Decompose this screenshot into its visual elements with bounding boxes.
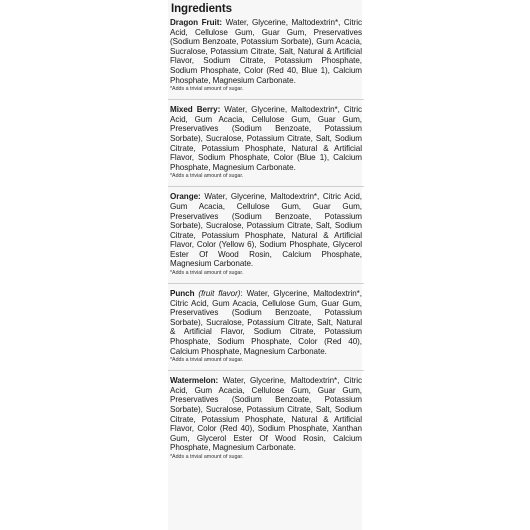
ingredients-heading: Ingredients [171,3,232,15]
section-divider [168,283,364,284]
flavor-entry-watermelon [170,376,362,461]
flavor-entry-punch [170,289,362,364]
ingredient-list: Water, Glycerine, Maltodextrin*, Citric Acid, Gum Acacia, Cellulose Gum, Guar Gum, Preservatives (Sodium Benzoate, Potassium Sorbate), Sucralose, Potassium Citrate, Salt, Sodium Citrate, Potassium Phosphate, Natural & Artificial Flavor, Color (Red 40), Sodium Phosphate, Xanthan Gum, Glycerol Ester Of Wood Rosin, Calcium Phosphate, Magnesium Carbonate. [170,376,362,453]
ingredient-list: : Water, Glycerine, Maltodextrin*, Citric Acid, Gum Acacia, Cellulose Gum, Guar Gum, Preservatives (Sodium Benzoate, Potassium Sorbate), Sucralose, Potassium Citrate, Salt, Natural & Artificial Flavor, Sodium Citrate, Potassium Phosphate, Sodium Phosphate, Color (Red 40), Calcium Phosphate, Magnesium Carbonate. [170,289,362,356]
ingredient-list: Water, Glycerine, Maltodextrin*, Citric Acid, Cellulose Gum, Guar Gum, Preservatives (Sodium Benzoate, Potassium Sorbate), Gum Acacia, Sucralose, Potassium Citrate, Salt, Natural & Artificial Flavor, Sodium Citrate, Potassium Phosphate, Sodium Phosphate, Color (Red 40, Blue 1), Calcium Phosphate, Magnesium Carbonate. [170,18,362,85]
entry-text [170,376,362,453]
sugar-footnote: *Adds a trivial amount of sugar. [170,453,244,460]
flavor-name: Dragon Fruit: [170,18,222,27]
entry-text [170,192,362,269]
flavor-name: Punch [170,289,195,299]
ingredient-list: Water, Glycerine, Maltodextrin*, Citric Acid, Gum Acacia, Cellulose Gum, Guar Gum, Preservatives (Sodium Benzoate, Potassium Sorbate), Sucralose, Potassium Citrate, Salt, Sodium Citrate, Potassium Phosphate, Natural & Artificial Flavor, Sodium Phosphate, Color (Blue 1), Calcium Phosphate, Magnesium Carbonate. [170,105,362,172]
section-divider [168,186,364,187]
sugar-footnote: *Adds a trivial amount of sugar. [170,270,244,277]
flavor-entry-orange [170,192,362,277]
ingredient-list: Water, Glycerine, Maltodextrin*, Citric Acid, Gum Acacia, Cellulose Gum, Guar Gum, Preservatives (Sodium Benzoate, Potassium Sorbate), Sucralose, Potassium Citrate, Salt, Sodium Citrate, Potassium Phosphate, Natural & Artificial Flavor, Color (Yellow 6), Sodium Phosphate, Glycerol Ester Of Wood Rosin, Calcium Phosphate, Magnesium Carbonate. [170,192,362,269]
section-divider [168,99,364,100]
entry-text [170,105,362,172]
entry-text [170,289,362,356]
flavor-note: (fruit flavor) [194,289,241,299]
entry-text [170,18,362,85]
flavor-entry-dragon-fruit [170,18,362,93]
ingredients-panel [168,0,362,530]
sugar-footnote: *Adds a trivial amount of sugar. [170,86,244,93]
flavor-name: Orange: [170,192,201,202]
sugar-footnote: *Adds a trivial amount of sugar. [170,173,244,180]
flavor-entry-mixed-berry [170,105,362,180]
sugar-footnote: *Adds a trivial amount of sugar. [170,357,244,364]
flavor-name: Watermelon: [170,376,219,386]
section-divider [168,370,364,371]
flavor-name: Mixed Berry: [170,105,221,115]
